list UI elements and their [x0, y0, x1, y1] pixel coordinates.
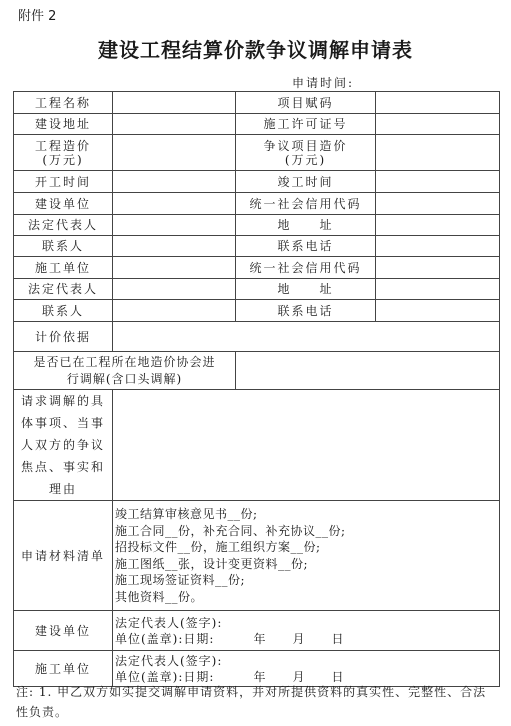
dispute-cost-line2: (万元)	[284, 152, 327, 167]
material-item: 招投标文件__份，施工组织方案__份;	[115, 540, 321, 554]
request-details-label	[14, 390, 113, 501]
form-title: 建设工程结算价款争议调解申请表	[98, 38, 413, 62]
contractor-unit-label: 施工单位	[14, 257, 113, 279]
row-sign-builder	[14, 611, 500, 651]
sign-builder-label: 建设单位	[14, 611, 113, 651]
pricing-basis-field[interactable]	[113, 322, 500, 352]
mediation-question-label	[14, 352, 236, 390]
build-address-field[interactable]	[113, 114, 236, 135]
sign-rep-line: 法定代表人(签字):	[115, 653, 223, 668]
materials-list	[113, 501, 500, 611]
project-cost-line2: (万元)	[42, 152, 84, 167]
footnote: 注: 1. 甲乙双方如实提交调解申请资料，并对所提供资料的真实性、完整性、合法性负责。	[16, 685, 487, 719]
annex-label: 附件 2	[18, 9, 57, 24]
builder-legal-rep-label: 法定代表人	[14, 215, 113, 236]
project-code-field[interactable]	[376, 92, 500, 114]
request-line: 焦点、事实和	[20, 460, 105, 474]
build-address-label: 建设地址	[14, 114, 113, 135]
application-form-table	[13, 91, 500, 687]
sign-rep-line: 法定代表人(签字):	[115, 615, 223, 630]
row-project-name	[14, 92, 500, 114]
project-cost-label	[14, 135, 113, 171]
builder-contact-label: 联系人	[14, 236, 113, 257]
apply-time-label: 申请时间:	[292, 76, 355, 90]
material-item: 其他资料__份。	[115, 589, 204, 604]
builder-credit-code-label: 统一社会信用代码	[236, 193, 376, 215]
start-time-field[interactable]	[113, 171, 236, 193]
contractor-contact-field[interactable]	[113, 300, 236, 322]
contractor-legal-rep-label: 法定代表人	[14, 279, 113, 300]
project-name-field[interactable]	[113, 92, 236, 114]
row-contractor-contact	[14, 300, 500, 322]
contractor-credit-code-field[interactable]	[376, 257, 500, 279]
finish-time-label: 竣工时间	[236, 171, 376, 193]
material-item: 施工合同__份，补充合同、补充协议__份;	[115, 523, 346, 538]
project-code-label: 项目赋码	[236, 92, 376, 114]
row-builder-contact	[14, 236, 500, 257]
row-address	[14, 114, 500, 135]
builder-address-field[interactable]	[376, 215, 500, 236]
contractor-contact-label: 联系人	[14, 300, 113, 322]
mediation-question-line2: 行调解(含口头调解)	[66, 371, 183, 386]
material-item: 竣工结算审核意见书__份;	[115, 507, 258, 521]
builder-contact-field[interactable]	[113, 236, 236, 257]
row-materials	[14, 501, 500, 611]
builder-phone-field[interactable]	[376, 236, 500, 257]
mediation-question-field[interactable]	[236, 352, 500, 390]
material-item: 施工现场签证资料__份;	[115, 573, 246, 587]
row-builder-unit	[14, 193, 500, 215]
row-request-details	[14, 390, 500, 501]
row-builder-rep	[14, 215, 500, 236]
permit-no-label: 施工许可证号	[236, 114, 376, 135]
builder-phone-label: 联系电话	[236, 236, 376, 257]
contractor-phone-label: 联系电话	[236, 300, 376, 322]
permit-no-field[interactable]	[376, 114, 500, 135]
project-cost-field[interactable]	[113, 135, 236, 171]
finish-time-field[interactable]	[376, 171, 500, 193]
contractor-phone-field[interactable]	[376, 300, 500, 322]
sign-seal-line: 单位(盖章):日期: 年 月 日	[115, 669, 345, 684]
project-name-label: 工程名称	[14, 92, 113, 114]
request-line: 理由	[48, 482, 77, 496]
start-time-label: 开工时间	[14, 171, 113, 193]
materials-label: 申请材料清单	[14, 501, 113, 611]
material-item: 施工图纸__张，设计变更资料__份;	[115, 556, 309, 571]
row-contractor-unit	[14, 257, 500, 279]
contractor-legal-rep-field[interactable]	[113, 279, 236, 300]
sign-seal-line: 单位(盖章):日期: 年 月 日	[115, 631, 345, 646]
request-line: 体事项、当事	[20, 416, 105, 430]
dispute-cost-label	[236, 135, 376, 171]
request-line: 人双方的争议	[20, 438, 105, 452]
builder-unit-field[interactable]	[113, 193, 236, 215]
builder-credit-code-field[interactable]	[376, 193, 500, 215]
row-time	[14, 171, 500, 193]
builder-unit-label: 建设单位	[14, 193, 113, 215]
builder-address-label: 地 址	[236, 215, 376, 236]
dispute-cost-line1: 争议项目造价	[263, 138, 348, 153]
contractor-address-field[interactable]	[376, 279, 500, 300]
row-contractor-rep	[14, 279, 500, 300]
request-details-field[interactable]	[113, 390, 500, 501]
dispute-cost-field[interactable]	[376, 135, 500, 171]
project-cost-line1: 工程造价	[34, 138, 91, 153]
request-line: 请求调解的具	[20, 394, 105, 408]
row-mediation-question	[14, 352, 500, 390]
row-pricing-basis	[14, 322, 500, 352]
contractor-credit-code-label: 统一社会信用代码	[236, 257, 376, 279]
builder-legal-rep-field[interactable]	[113, 215, 236, 236]
contractor-unit-field[interactable]	[113, 257, 236, 279]
sign-builder-area[interactable]	[113, 611, 500, 651]
contractor-address-label: 地 址	[236, 279, 376, 300]
mediation-question-line1: 是否已在工程所在地造价协会进	[33, 354, 216, 369]
pricing-basis-label: 计价依据	[14, 322, 113, 352]
row-cost	[14, 135, 500, 171]
sign-contractor-label: 施工单位	[14, 651, 113, 687]
